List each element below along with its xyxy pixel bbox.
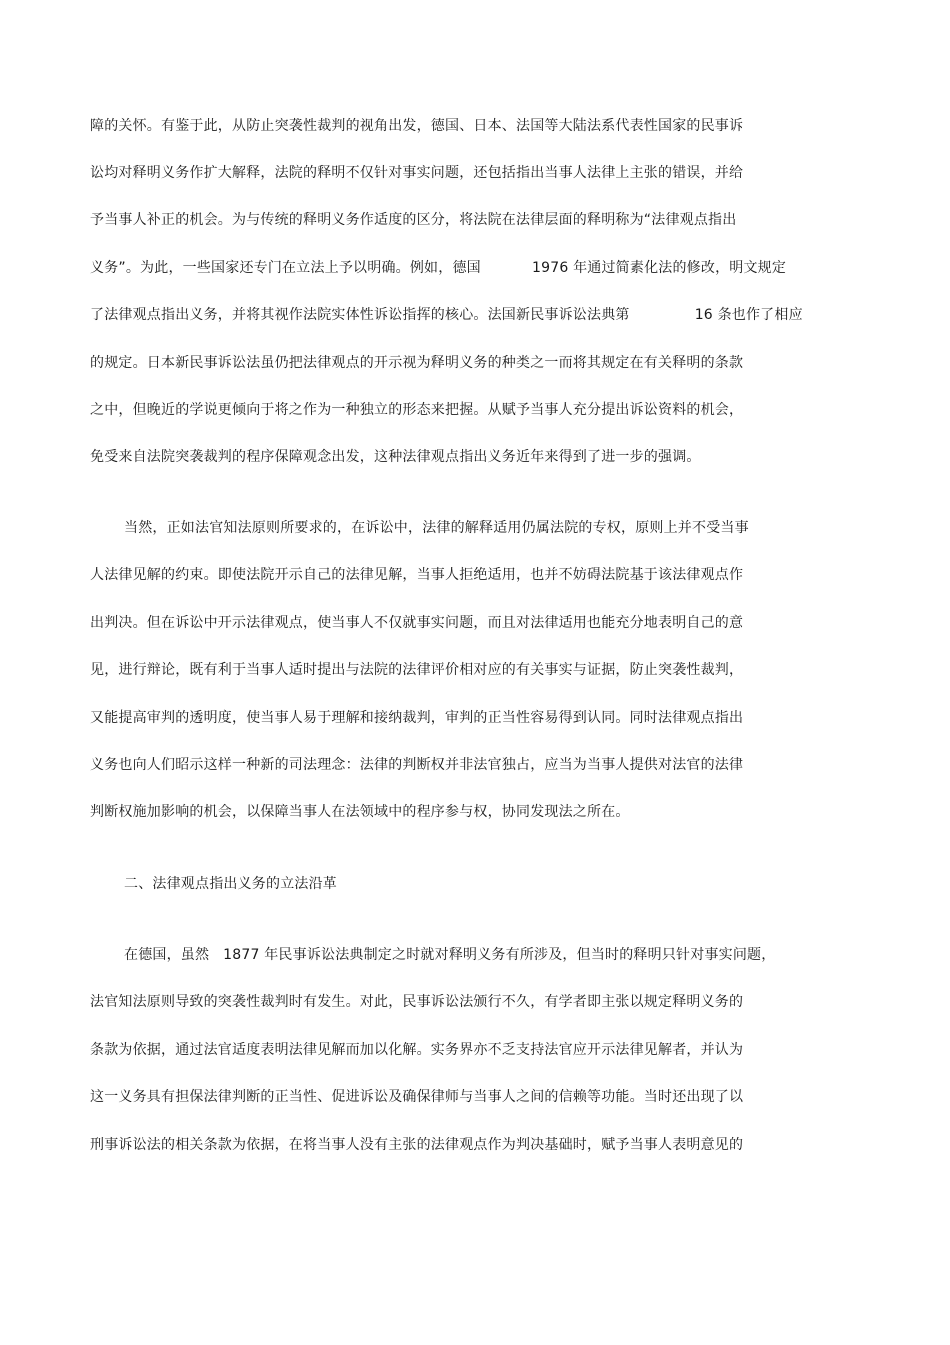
paragraph-1-line: 讼均对释明义务作扩大解释，法院的释明不仅针对事实问题，还包括指出当事人法律上主张的错误，并给 xyxy=(90,165,744,181)
paragraph-1-line: 免受来自法院突袭裁判的程序保障观念出发，这种法律观点指出义务近年来得到了进一步的强调。 xyxy=(90,449,701,465)
paragraph-1-line: 义务”。为此，一些国家还专门在立法上予以明确。例如，德国 1976 年通过简素化法的修改，明文规定 xyxy=(90,260,787,276)
paragraph-1-line: 之中，但晚近的学说更倾向于将之作为一种独立的形态来把握。从赋予当事人充分提出诉讼资料的机会， xyxy=(90,402,744,418)
paragraph-3-line: 在德国，虽然 1877 年民事诉讼法典制定之时就对释明义务有所涉及，但当时的释明只针对事实问题， xyxy=(124,947,776,963)
paragraph-1-line: 了法律观点指出义务，并将其视作法院实体性诉讼指挥的核心。法国新民事诉讼法典第 16 条也作了相应 xyxy=(90,307,803,323)
paragraph-1-line: 予当事人补正的机会。为与传统的释明义务作适度的区分，将法院在法律层面的释明称为“法律观点指出 xyxy=(90,212,737,228)
paragraph-3-line: 条款为依据，通过法官适度表明法律见解而加以化解。实务界亦不乏支持法官应开示法律见解者，并认为 xyxy=(90,1042,744,1058)
paragraph-1-line: 障的关怀。有鉴于此，从防止突袭性裁判的视角出发，德国、日本、法国等大陆法系代表性国家的民事诉 xyxy=(90,118,744,134)
paragraph-3-line: 法官知法原则导致的突袭性裁判时有发生。对此，民事诉讼法颁行不久，有学者即主张以规定释明义务的 xyxy=(90,994,744,1010)
paragraph-2-line: 义务也向人们昭示这样一种新的司法理念：法律的判断权并非法官独占，应当为当事人提供对法官的法律 xyxy=(90,757,744,773)
paragraph-1-line: 的规定。日本新民事诉讼法虽仍把法律观点的开示视为释明义务的种类之一而将其规定在有关释明的条款 xyxy=(90,355,744,371)
paragraph-2-line: 判断权施加影响的机会，以保障当事人在法领域中的程序参与权，协同发现法之所在。 xyxy=(90,804,630,820)
paragraph-3-line: 这一义务具有担保法律判断的正当性、促进诉讼及确保律师与当事人之间的信赖等功能。当时还出现了以 xyxy=(90,1089,744,1105)
paragraph-3-line: 刑事诉讼法的相关条款为依据，在将当事人没有主张的法律观点作为判决基础时，赋予当事人表明意见的 xyxy=(90,1137,744,1153)
paragraph-2-line: 又能提高审判的透明度，使当事人易于理解和接纳裁判，审判的正当性容易得到认同。同时法律观点指出 xyxy=(90,710,744,726)
paragraph-2-line: 见，进行辩论，既有利于当事人适时提出与法院的法律评价相对应的有关事实与证据，防止突袭性裁判， xyxy=(90,662,744,678)
paragraph-2-line: 人法律见解的约束。即使法院开示自己的法律见解，当事人拒绝适用，也并不妨碍法院基于该法律观点作 xyxy=(90,567,744,583)
paragraph-2-line: 当然，正如法官知法原则所要求的，在诉讼中，法律的解释适用仍属法院的专权，原则上并不受当事 xyxy=(124,520,749,536)
section-heading: 二、法律观点指出义务的立法沿革 xyxy=(124,876,337,892)
paragraph-2-line: 出判决。但在诉讼中开示法律观点，使当事人不仅就事实问题，而且对法律适用也能充分地表明自己的意 xyxy=(90,615,744,631)
